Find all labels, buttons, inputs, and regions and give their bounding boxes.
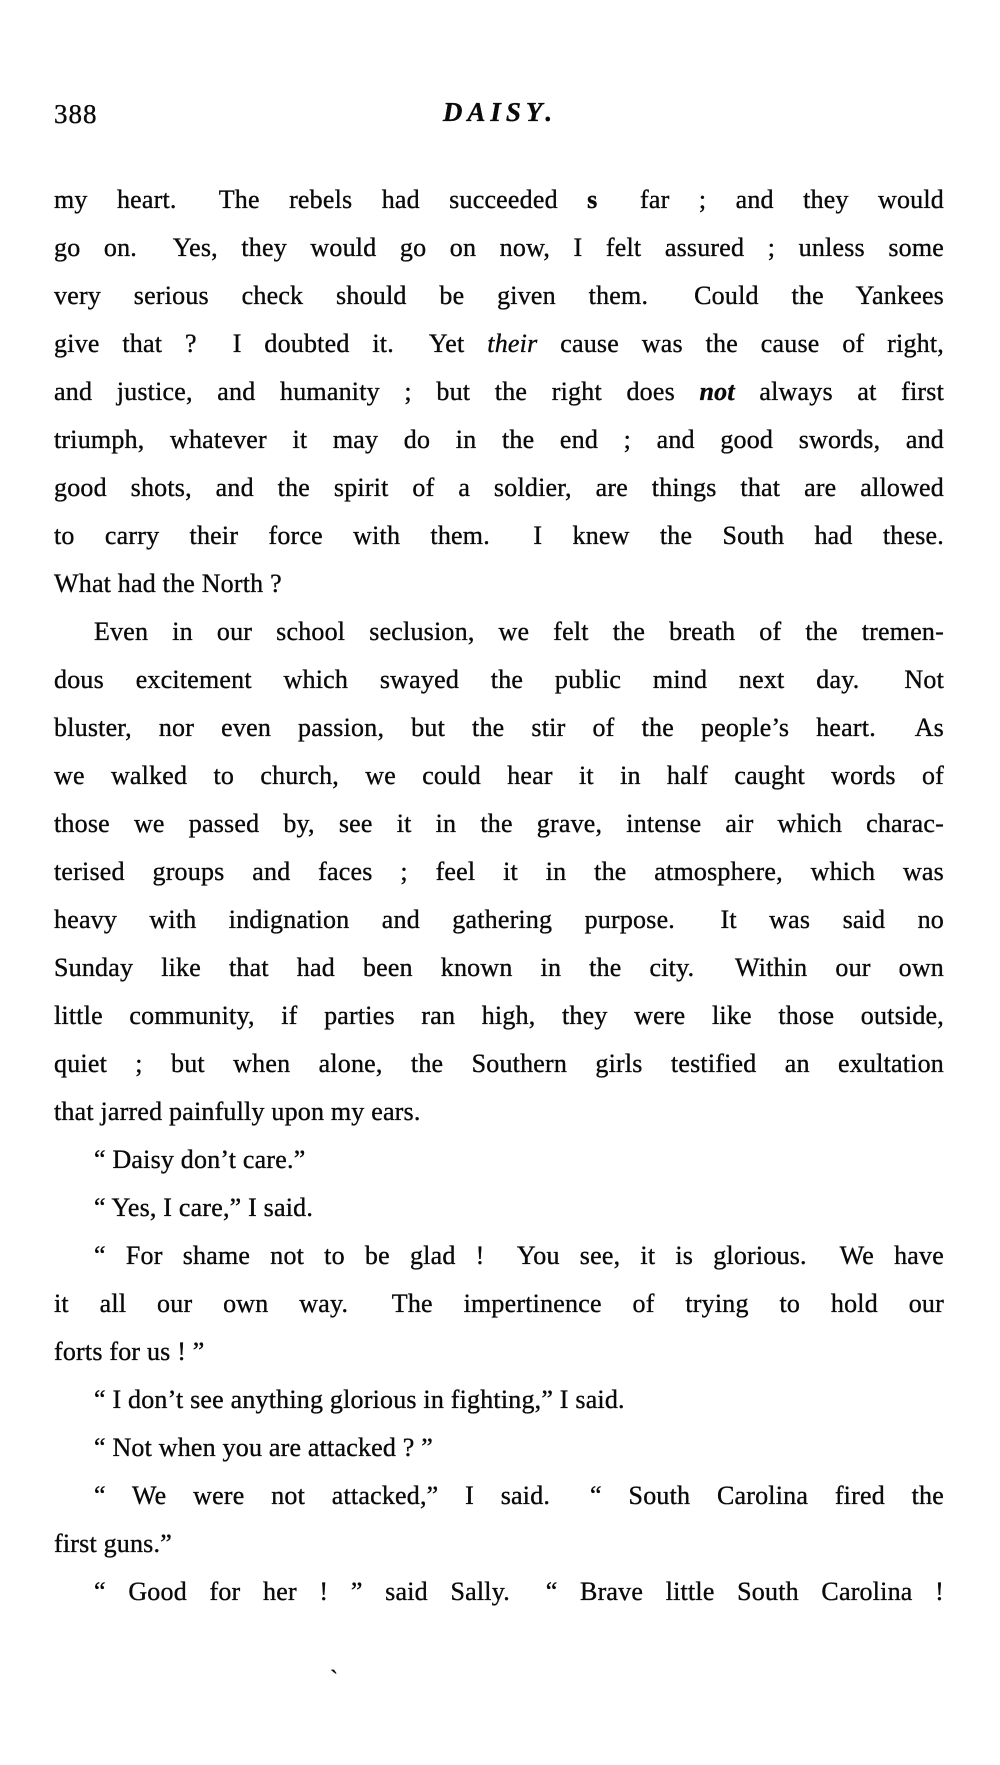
text-line bbox=[54, 1232, 944, 1280]
text-segment: my heart. The rebels had succeeded bbox=[54, 185, 588, 214]
text-line bbox=[54, 1472, 944, 1520]
text-segment: far ; and they would bbox=[597, 185, 944, 214]
text-line bbox=[54, 1328, 944, 1376]
text-segment: “ Good for her ! ” said Sally. “ Brave little South Carolina ! bbox=[94, 1577, 944, 1606]
text-segment: forts for us ! ” bbox=[54, 1337, 205, 1366]
text-segment: always at first bbox=[734, 377, 944, 406]
text-segment: What had the North ? bbox=[54, 569, 282, 598]
text-line bbox=[54, 1520, 944, 1568]
text-segment: go on. Yes, they would go on now, I felt assured ; unless some bbox=[54, 233, 944, 262]
page-number: 388 bbox=[54, 99, 98, 129]
text-line bbox=[54, 1424, 944, 1472]
text-segment: “ I don’t see anything glorious in fighting,” I said. bbox=[94, 1385, 625, 1414]
text-segment: “ Daisy don’t care.” bbox=[94, 1145, 306, 1174]
text-line bbox=[54, 848, 944, 896]
text-segment: “ We were not attacked,” I said. “ South Carolina fired the bbox=[94, 1481, 944, 1510]
text-segment: it all our own way. The impertinence of trying to hold our bbox=[54, 1289, 944, 1318]
page-body bbox=[54, 176, 944, 1616]
text-line bbox=[54, 512, 944, 560]
text-line bbox=[54, 1280, 944, 1328]
text-segment: triumph, whatever it may do in the end ; and good swords, and bbox=[54, 425, 944, 454]
text-segment: bluster, nor even passion, but the stir of the people’s heart. As bbox=[54, 713, 944, 742]
text-segment: Sunday like that had been known in the city. Within our own bbox=[54, 953, 944, 982]
text-line bbox=[54, 1376, 944, 1424]
text-line bbox=[54, 704, 944, 752]
text-segment: terised groups and faces ; feel it in the atmosphere, which was bbox=[54, 857, 944, 886]
text-segment: first guns.” bbox=[54, 1529, 172, 1558]
text-segment: good shots, and the spirit of a soldier, are things that are allowed bbox=[54, 473, 944, 502]
text-segment: give that ? I doubted it. Yet bbox=[54, 329, 488, 358]
text-line bbox=[54, 272, 944, 320]
text-segment: s bbox=[587, 185, 598, 214]
text-line bbox=[54, 1088, 944, 1136]
text-segment: very serious check should be given them. Could the Yankees bbox=[54, 281, 944, 310]
text-segment: that jarred painfully upon my ears. bbox=[54, 1097, 421, 1126]
text-line bbox=[54, 656, 944, 704]
text-line bbox=[54, 944, 944, 992]
text-line bbox=[54, 368, 944, 416]
text-segment: Even in our school seclusion, we felt the breath of the tremen- bbox=[94, 617, 944, 646]
text-segment: we walked to church, we could hear it in half caught words of bbox=[54, 761, 944, 790]
text-line bbox=[54, 560, 944, 608]
text-segment: “ For shame not to be glad ! You see, it is glorious. We have bbox=[94, 1241, 944, 1270]
text-line bbox=[54, 320, 944, 368]
text-segment: to carry their force with them. I knew the South had these. bbox=[54, 521, 944, 550]
text-line bbox=[54, 1136, 944, 1184]
text-segment: quiet ; but when alone, the Southern girls testified an exultation bbox=[54, 1049, 944, 1078]
stray-ink-mark: ` bbox=[330, 1667, 338, 1693]
text-segment: cause was the cause of right, bbox=[537, 329, 944, 358]
text-line bbox=[54, 416, 944, 464]
text-line bbox=[54, 1184, 944, 1232]
text-segment: dous excitement which swayed the public mind next day. Not bbox=[54, 665, 944, 694]
text-line bbox=[54, 608, 944, 656]
text-line bbox=[54, 224, 944, 272]
text-line bbox=[54, 800, 944, 848]
text-line bbox=[54, 464, 944, 512]
text-segment: “ Not when you are attacked ? ” bbox=[94, 1433, 433, 1462]
text-segment: little community, if parties ran high, they were like those outside, bbox=[54, 1001, 944, 1030]
text-line bbox=[54, 176, 944, 224]
text-line bbox=[54, 752, 944, 800]
text-line bbox=[54, 1568, 944, 1616]
text-line bbox=[54, 992, 944, 1040]
text-segment: “ Yes, I care,” I said. bbox=[94, 1193, 314, 1222]
text-line bbox=[54, 896, 944, 944]
text-line bbox=[54, 1040, 944, 1088]
text-segment: and justice, and humanity ; but the right does bbox=[54, 377, 700, 406]
emphasized-text: not bbox=[699, 377, 735, 406]
emphasized-text: their bbox=[487, 329, 538, 358]
text-segment: heavy with indignation and gathering purpose. It was said no bbox=[54, 905, 944, 934]
running-title: DAISY. bbox=[442, 97, 558, 127]
text-segment: those we passed by, see it in the grave, intense air which charac- bbox=[54, 809, 944, 838]
